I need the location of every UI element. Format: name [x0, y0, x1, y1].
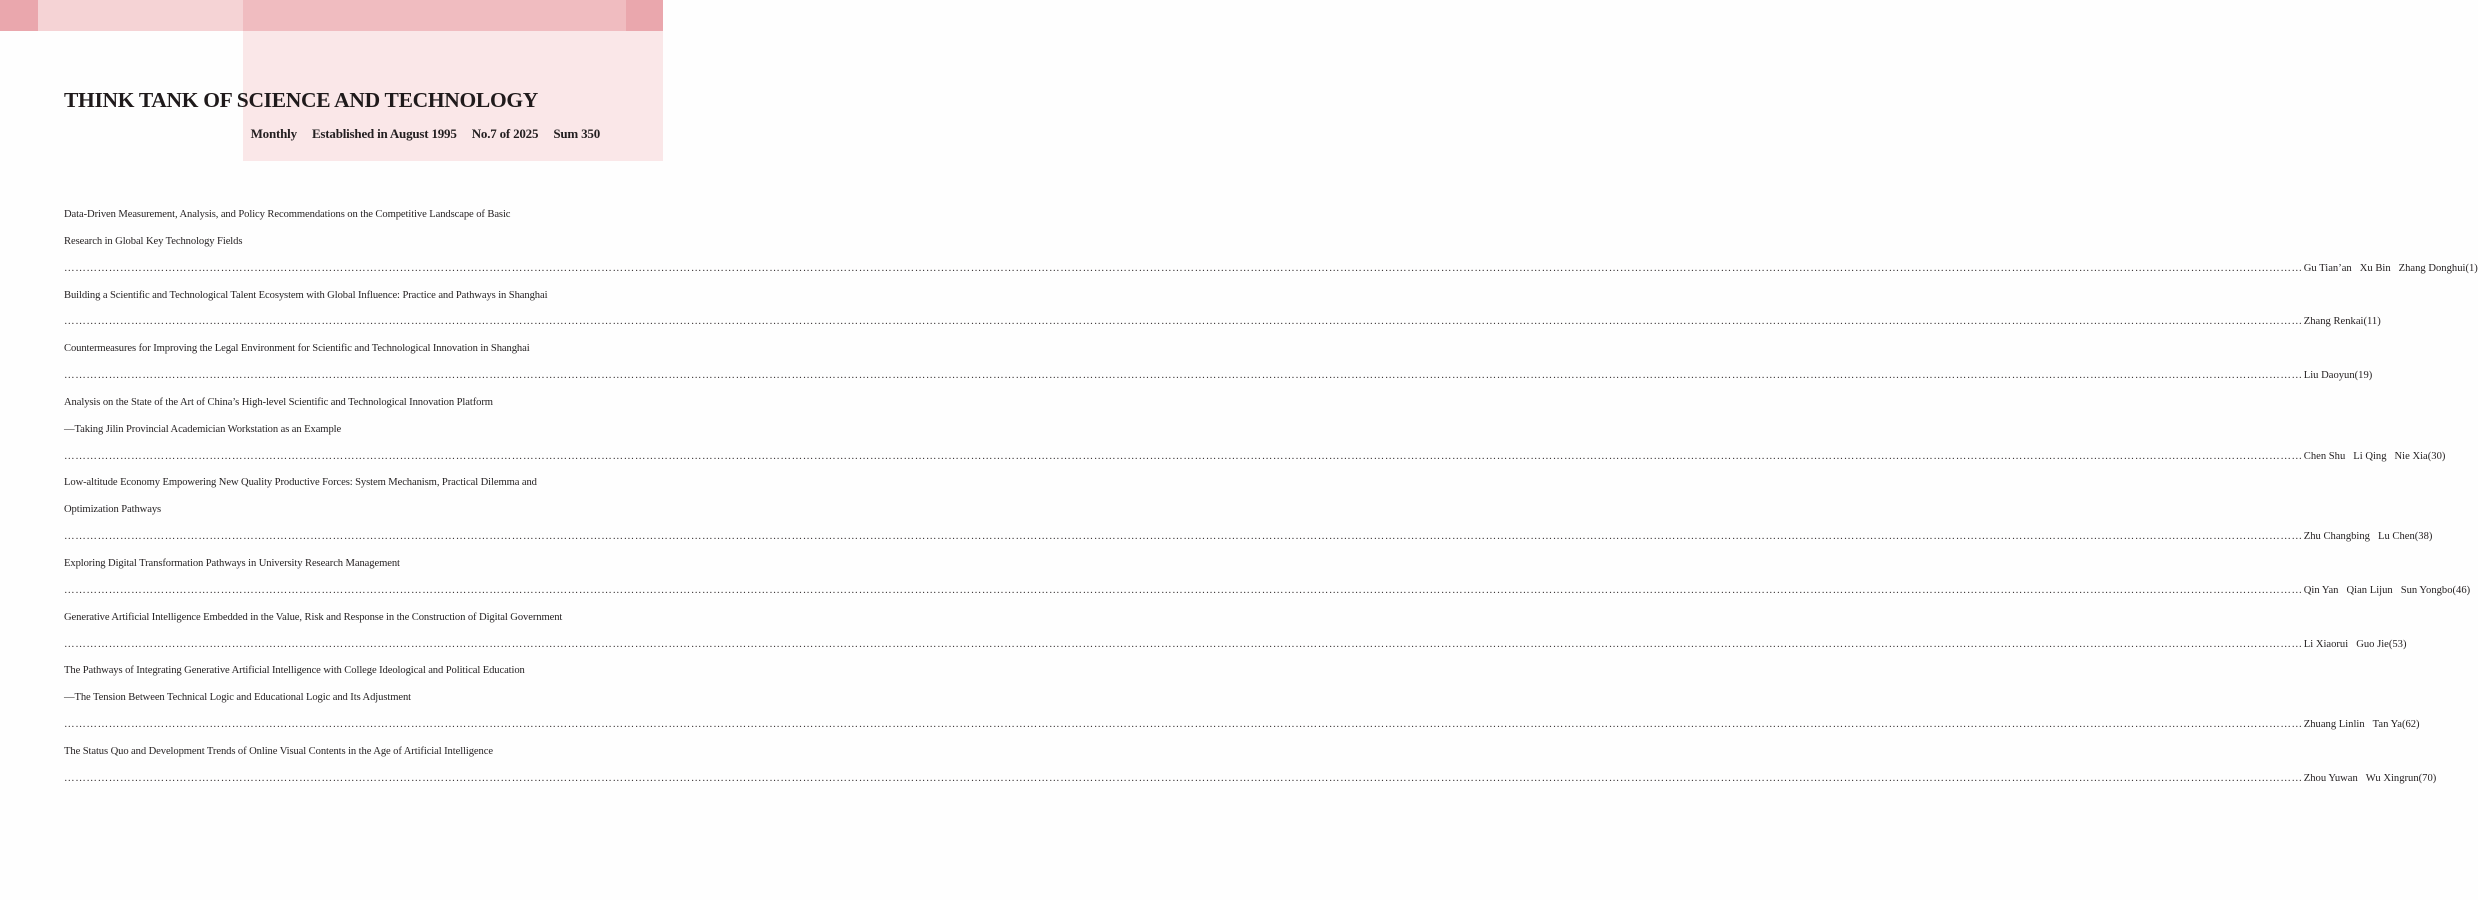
- dot-leader: ……………………………………………………………………………………………………………………………………………………………………………………………………………………………………………………………………………………………………………………………………………………………………………………………………………………………………………………………………………………………………………………………………………………: [64, 262, 2303, 274]
- article-title-line: —The Tension Between Technical Logic and Educational Logic and Its Adjustment: [64, 692, 411, 704]
- author-name: Guo Jie: [2356, 638, 2389, 650]
- author-name: Qin Yan: [2303, 584, 2339, 596]
- dot-leader: ……………………………………………………………………………………………………………………………………………………………………………………………………………………………………………………………………………………………………………………………………………………………………………………………………………………………………………………………………………………………………………………………………………………: [64, 638, 2303, 650]
- article-title-line: Countermeasures for Improving the Legal Environment for Scientific and Technological Innovation in Shanghai: [64, 343, 530, 355]
- author-name: Nie Xia: [2394, 450, 2428, 462]
- author-name: Liu Daoyun: [2303, 370, 2355, 382]
- toc-entry[interactable]: [64, 336, 2373, 390]
- article-authors: [2303, 712, 2420, 739]
- author-line: [64, 766, 2437, 793]
- author-name: Zhuang Linlin: [2303, 719, 2365, 731]
- author-name: Li Xiaorui: [2303, 638, 2349, 650]
- issue-established: Established in August 1995: [311, 126, 457, 141]
- article-title-line: The Status Quo and Development Trends of Online Visual Contents in the Age of Artificial Intelligence: [64, 745, 493, 757]
- header-color-band: [0, 0, 663, 31]
- article-authors: [2303, 766, 2437, 793]
- article-title-line: Building a Scientific and Technological Talent Ecosystem with Global Influence: Practice and Pathways in Shanghai: [64, 289, 548, 301]
- article-title-line: Low-altitude Economy Empowering New Quality Productive Forces: System Mechanism, Practical Dilemma and: [64, 477, 537, 489]
- article-authors: [2303, 578, 2470, 605]
- author-line: [64, 712, 2420, 739]
- article-authors: [2303, 632, 2407, 659]
- dot-leader: ……………………………………………………………………………………………………………………………………………………………………………………………………………………………………………………………………………………………………………………………………………………………………………………………………………………………………………………………………………………………………………………………………………………: [64, 584, 2303, 596]
- article-title-line: Analysis on the State of the Art of China’s High-level Scientific and Technological Innovation Platform: [64, 396, 493, 408]
- author-name: Xu Bin: [2359, 262, 2391, 274]
- page-number: (1): [2465, 262, 2478, 274]
- author-name: Zhou Yuwan: [2303, 772, 2358, 784]
- journal-title: THINK TANK OF SCIENCE AND TECHNOLOGY: [64, 88, 539, 112]
- issue-frequency: Monthly: [250, 126, 297, 141]
- article-authors: [2303, 444, 2446, 471]
- author-name: Chen Shu: [2303, 450, 2346, 462]
- author-name: Wu Xingrun: [2365, 772, 2419, 784]
- article-title-line: The Pathways of Integrating Generative Artificial Intelligence with College Ideological and Political Education: [64, 665, 525, 677]
- dot-leader: ……………………………………………………………………………………………………………………………………………………………………………………………………………………………………………………………………………………………………………………………………………………………………………………………………………………………………………………………………………………………………………………………………………………: [64, 531, 2303, 543]
- article-title-line: Generative Artificial Intelligence Embedded in the Value, Risk and Response in the Construction of Digital Government: [64, 611, 563, 623]
- toc-entry[interactable]: [64, 551, 2471, 605]
- toc-entry[interactable]: [64, 605, 2407, 659]
- article-title-line: Data-Driven Measurement, Analysis, and Policy Recommendations on the Competitive Landscape of Basic: [64, 209, 511, 220]
- page-number: (19): [2354, 370, 2373, 382]
- dot-leader: ……………………………………………………………………………………………………………………………………………………………………………………………………………………………………………………………………………………………………………………………………………………………………………………………………………………………………………………………………………………………………………………………………………………: [64, 370, 2303, 382]
- dot-leader: ……………………………………………………………………………………………………………………………………………………………………………………………………………………………………………………………………………………………………………………………………………………………………………………………………………………………………………………………………………………………………………………………………………………: [64, 719, 2303, 731]
- dot-leader: ……………………………………………………………………………………………………………………………………………………………………………………………………………………………………………………………………………………………………………………………………………………………………………………………………………………………………………………………………………………………………………………………………………………: [64, 450, 2303, 462]
- band-segment-mid: [243, 0, 626, 31]
- band-segment-light: [38, 0, 243, 31]
- article-title-line: Research in Global Key Technology Fields: [64, 235, 243, 247]
- author-line: [64, 309, 2381, 336]
- page-number: (38): [2414, 531, 2433, 543]
- article-title-line: Optimization Pathways: [64, 504, 162, 516]
- band-segment-left: [0, 0, 38, 31]
- author-name: Zhang Donghui: [2398, 262, 2466, 274]
- toc-entry[interactable]: [64, 658, 2420, 739]
- page-number: (46): [2452, 584, 2471, 596]
- page-number: (11): [2363, 316, 2381, 328]
- author-line: [64, 632, 2407, 659]
- article-authors: [2303, 309, 2381, 336]
- issue-sum: Sum 350: [553, 126, 600, 141]
- author-name: Lu Chen: [2377, 531, 2415, 543]
- dot-leader: ……………………………………………………………………………………………………………………………………………………………………………………………………………………………………………………………………………………………………………………………………………………………………………………………………………………………………………………………………………………………………………………………………………………: [64, 772, 2303, 784]
- article-authors: [2303, 256, 2478, 283]
- author-line: [64, 444, 2446, 471]
- author-name: Zhu Changbing: [2303, 531, 2370, 543]
- article-title-line: —Taking Jilin Provincial Academician Workstation as an Example: [64, 423, 342, 435]
- toc-entry[interactable]: [64, 202, 2478, 283]
- author-name: Zhang Renkai: [2303, 316, 2364, 328]
- page-number: (62): [2401, 719, 2420, 731]
- toc-entry[interactable]: [64, 739, 2437, 793]
- author-line: [64, 256, 2478, 283]
- toc-entry[interactable]: [64, 390, 2446, 471]
- table-of-contents: [64, 202, 2478, 793]
- author-name: Li Qing: [2353, 450, 2387, 462]
- author-name: Gu Tian’an: [2303, 262, 2352, 274]
- author-name: Tan Ya: [2372, 719, 2402, 731]
- article-title-line: Exploring Digital Transformation Pathways in University Research Management: [64, 557, 400, 569]
- article-authors: [2303, 524, 2433, 551]
- author-name: Sun Yongbo: [2400, 584, 2453, 596]
- band-segment-right: [626, 0, 663, 31]
- author-line: [64, 363, 2373, 390]
- issue-info: [251, 126, 600, 142]
- page-number: (53): [2388, 638, 2407, 650]
- page-number: (70): [2418, 772, 2437, 784]
- dot-leader: ……………………………………………………………………………………………………………………………………………………………………………………………………………………………………………………………………………………………………………………………………………………………………………………………………………………………………………………………………………………………………………………………………………………: [64, 316, 2303, 328]
- page-number: (30): [2427, 450, 2446, 462]
- author-name: Qian Lijun: [2346, 584, 2393, 596]
- author-line: [64, 578, 2471, 605]
- author-line: [64, 524, 2433, 551]
- toc-entry[interactable]: [64, 470, 2433, 551]
- article-authors: [2303, 363, 2373, 390]
- issue-number: No.7 of 2025: [471, 126, 539, 141]
- toc-entry[interactable]: [64, 283, 2381, 337]
